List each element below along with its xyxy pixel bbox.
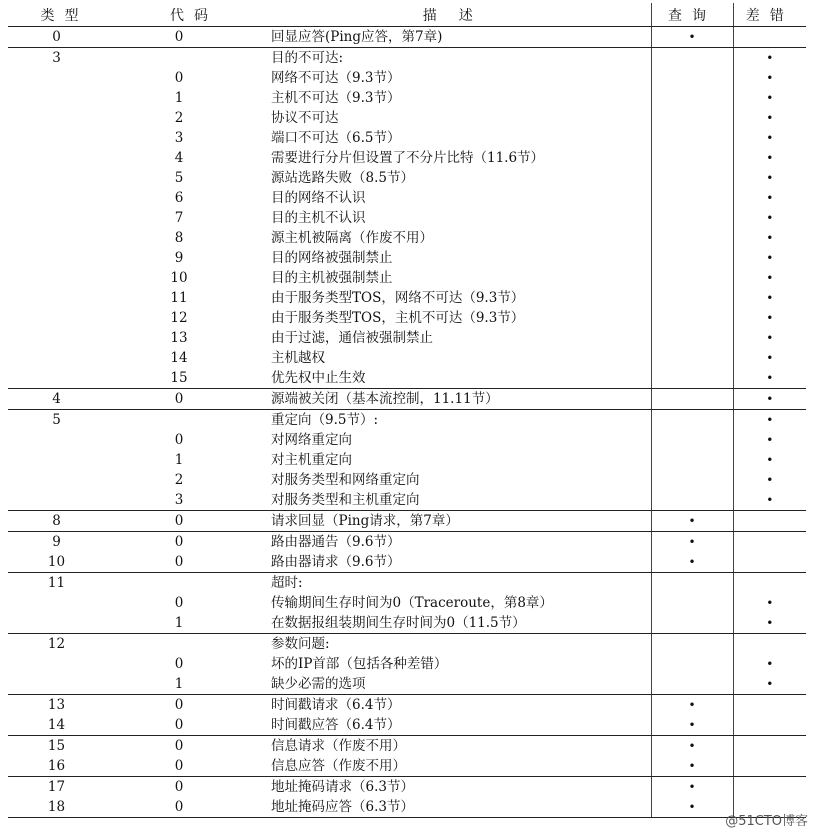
error-mark-cell: • bbox=[733, 208, 806, 228]
query-mark-cell bbox=[651, 430, 733, 450]
query-mark-cell bbox=[651, 308, 733, 328]
error-mark-cell: • bbox=[733, 654, 806, 674]
table-row bbox=[8, 654, 806, 674]
query-mark-cell bbox=[651, 68, 733, 88]
code-cell: 0 bbox=[174, 595, 184, 611]
query-mark-cell bbox=[651, 490, 733, 511]
description-cell: 信息应答（作废不用） bbox=[267, 756, 651, 777]
query-mark-cell: • bbox=[651, 736, 733, 757]
code-cell: 10 bbox=[170, 270, 188, 286]
error-mark-cell: • bbox=[733, 148, 806, 168]
query-mark-cell bbox=[651, 228, 733, 248]
description-cell: 路由器请求（9.6节） bbox=[267, 552, 651, 573]
type-cell bbox=[8, 148, 121, 168]
table-row bbox=[8, 470, 806, 490]
type-cell bbox=[8, 490, 121, 511]
table-row bbox=[8, 450, 806, 470]
code-cell bbox=[121, 48, 267, 69]
description-cell: 参数问题: bbox=[267, 634, 651, 655]
description-cell: 协议不可达 bbox=[271, 110, 339, 126]
query-mark-cell bbox=[651, 48, 733, 69]
query-mark-cell bbox=[651, 674, 733, 695]
error-mark-cell bbox=[733, 552, 806, 573]
error-mark-cell: • bbox=[733, 470, 806, 490]
query-mark-cell bbox=[651, 450, 733, 470]
description-cell: 主机不可达（9.3节） bbox=[271, 90, 401, 106]
error-mark-cell: • bbox=[733, 248, 806, 268]
code-cell: 6 bbox=[174, 190, 184, 206]
error-mark-cell: • bbox=[733, 268, 806, 288]
description-cell: 缺少必需的选项 bbox=[267, 674, 651, 695]
code-cell: 1 bbox=[174, 452, 184, 468]
code-cell: 4 bbox=[174, 150, 184, 166]
code-cell: 0 bbox=[121, 532, 267, 553]
code-cell: 5 bbox=[174, 170, 184, 186]
error-mark-cell bbox=[733, 511, 806, 532]
code-cell: 0 bbox=[121, 715, 267, 736]
header-query: 查询 bbox=[651, 3, 733, 27]
query-mark-cell: • bbox=[651, 27, 733, 48]
code-cell: 1 bbox=[121, 613, 267, 634]
error-mark-cell: • bbox=[733, 308, 806, 328]
query-mark-cell bbox=[651, 188, 733, 208]
table-row bbox=[8, 695, 806, 716]
table-row bbox=[8, 389, 806, 410]
query-mark-cell bbox=[651, 368, 733, 389]
header-description: 描述 bbox=[267, 3, 651, 27]
type-cell bbox=[8, 328, 121, 348]
query-mark-cell bbox=[651, 208, 733, 228]
error-mark-cell: • bbox=[733, 68, 806, 88]
query-mark-cell bbox=[651, 470, 733, 490]
error-mark-cell: • bbox=[733, 168, 806, 188]
description-cell: 目的主机被强制禁止 bbox=[271, 270, 393, 286]
description-cell: 坏的IP首部（包括各种差错） bbox=[271, 656, 448, 672]
table-row bbox=[8, 128, 806, 148]
query-mark-cell bbox=[651, 348, 733, 368]
code-cell: 0 bbox=[121, 797, 267, 818]
type-cell bbox=[8, 308, 121, 328]
type-cell bbox=[8, 288, 121, 308]
type-cell bbox=[8, 674, 121, 695]
query-mark-cell bbox=[651, 108, 733, 128]
table-row bbox=[8, 268, 806, 288]
query-mark-cell bbox=[651, 613, 733, 634]
type-cell bbox=[8, 430, 121, 450]
table-row bbox=[8, 328, 806, 348]
query-mark-cell bbox=[651, 168, 733, 188]
query-mark-cell bbox=[651, 88, 733, 108]
query-mark-cell: • bbox=[651, 777, 733, 798]
code-cell: 0 bbox=[174, 70, 184, 86]
header-error: 差错 bbox=[733, 3, 806, 27]
error-mark-cell: • bbox=[733, 593, 806, 613]
error-mark-cell: • bbox=[733, 328, 806, 348]
code-cell bbox=[121, 573, 267, 594]
code-cell: 3 bbox=[121, 490, 267, 511]
table-row bbox=[8, 308, 806, 328]
table-row bbox=[8, 511, 806, 532]
code-cell: 13 bbox=[170, 330, 188, 346]
table-row bbox=[8, 756, 806, 777]
table-row bbox=[8, 288, 806, 308]
error-mark-cell: • bbox=[733, 288, 806, 308]
type-cell: 10 bbox=[8, 552, 121, 573]
description-cell: 重定向（9.5节）: bbox=[267, 410, 651, 431]
table-row bbox=[8, 593, 806, 613]
table-row bbox=[8, 208, 806, 228]
error-mark-cell: • bbox=[733, 430, 806, 450]
error-mark-cell: • bbox=[733, 450, 806, 470]
table-row bbox=[8, 148, 806, 168]
table-row bbox=[8, 674, 806, 695]
table-row bbox=[8, 634, 806, 655]
code-cell: 0 bbox=[174, 432, 184, 448]
type-cell bbox=[8, 368, 121, 389]
code-cell bbox=[121, 634, 267, 655]
code-cell bbox=[121, 410, 267, 431]
header-code: 代码 bbox=[121, 3, 267, 27]
query-mark-cell bbox=[651, 288, 733, 308]
type-cell: 15 bbox=[8, 736, 121, 757]
query-mark-cell: • bbox=[651, 552, 733, 573]
description-cell: 地址掩码应答（6.3节） bbox=[267, 797, 651, 818]
query-mark-cell bbox=[651, 593, 733, 613]
error-mark-cell: • bbox=[733, 410, 806, 431]
code-cell: 1 bbox=[174, 90, 184, 106]
description-cell: 路由器通告（9.6节） bbox=[267, 532, 651, 553]
description-cell: 由于服务类型TOS，网络不可达（9.3节） bbox=[271, 290, 525, 306]
description-cell: 端口不可达（6.5节） bbox=[271, 130, 401, 146]
type-cell: 5 bbox=[8, 410, 121, 431]
description-cell: 在数据报组装期间生存时间为0（11.5节） bbox=[267, 613, 651, 634]
description-cell: 主机越权 bbox=[271, 350, 325, 366]
description-cell: 网络不可达（9.3节） bbox=[271, 70, 401, 86]
query-mark-cell: • bbox=[651, 756, 733, 777]
code-cell: 0 bbox=[121, 27, 267, 48]
type-cell bbox=[8, 248, 121, 268]
code-cell: 2 bbox=[174, 472, 184, 488]
description-cell: 超时: bbox=[267, 573, 651, 594]
query-mark-cell bbox=[651, 128, 733, 148]
type-cell: 17 bbox=[8, 777, 121, 798]
type-cell: 12 bbox=[8, 634, 121, 655]
code-cell: 1 bbox=[121, 674, 267, 695]
description-cell: 目的网络被强制禁止 bbox=[271, 250, 393, 266]
type-cell bbox=[8, 654, 121, 674]
watermark: @51CTO博客 bbox=[725, 814, 808, 829]
error-mark-cell: • bbox=[733, 48, 806, 69]
query-mark-cell bbox=[651, 268, 733, 288]
query-mark-cell: • bbox=[651, 511, 733, 532]
description-cell: 目的网络不认识 bbox=[271, 190, 366, 206]
table-row bbox=[8, 228, 806, 248]
code-cell: 8 bbox=[174, 230, 184, 246]
type-cell bbox=[8, 268, 121, 288]
description-cell: 目的不可达: bbox=[267, 48, 651, 69]
query-mark-cell: • bbox=[651, 715, 733, 736]
header-type: 类型 bbox=[8, 3, 121, 27]
code-cell: 15 bbox=[121, 368, 267, 389]
error-mark-cell: • bbox=[733, 674, 806, 695]
table-row bbox=[8, 430, 806, 450]
code-cell: 0 bbox=[121, 552, 267, 573]
error-mark-cell bbox=[733, 715, 806, 736]
type-cell bbox=[8, 88, 121, 108]
description-cell: 传输期间生存时间为0（Traceroute，第8章） bbox=[271, 595, 553, 611]
type-cell: 13 bbox=[8, 695, 121, 716]
description-cell: 请求回显（Ping请求，第7章） bbox=[267, 511, 651, 532]
table-row bbox=[8, 410, 806, 431]
table-row bbox=[8, 88, 806, 108]
error-mark-cell bbox=[733, 27, 806, 48]
table-row bbox=[8, 797, 806, 818]
table-row bbox=[8, 490, 806, 511]
type-cell bbox=[8, 208, 121, 228]
query-mark-cell: • bbox=[651, 532, 733, 553]
type-cell: 16 bbox=[8, 756, 121, 777]
type-cell bbox=[8, 188, 121, 208]
query-mark-cell: • bbox=[651, 797, 733, 818]
error-mark-cell: • bbox=[733, 389, 806, 410]
icmp-message-type-table bbox=[8, 3, 806, 818]
table-row bbox=[8, 188, 806, 208]
code-cell: 9 bbox=[174, 250, 184, 266]
description-cell: 对服务类型和主机重定向 bbox=[267, 490, 651, 511]
description-cell: 地址掩码请求（6.3节） bbox=[267, 777, 651, 798]
type-cell: 14 bbox=[8, 715, 121, 736]
code-cell: 0 bbox=[174, 656, 184, 672]
table-row bbox=[8, 736, 806, 757]
error-mark-cell: • bbox=[733, 88, 806, 108]
type-cell bbox=[8, 128, 121, 148]
description-cell: 回显应答(Ping应答，第7章) bbox=[267, 27, 651, 48]
query-mark-cell bbox=[651, 573, 733, 594]
type-cell bbox=[8, 348, 121, 368]
code-cell: 2 bbox=[174, 110, 184, 126]
type-cell: 4 bbox=[8, 389, 121, 410]
type-cell bbox=[8, 593, 121, 613]
description-cell: 优先权中止生效 bbox=[267, 368, 651, 389]
description-cell: 时间戳请求（6.4节） bbox=[267, 695, 651, 716]
error-mark-cell bbox=[733, 573, 806, 594]
error-mark-cell: • bbox=[733, 348, 806, 368]
description-cell: 对网络重定向 bbox=[271, 432, 352, 448]
table-row bbox=[8, 48, 806, 69]
type-cell: 3 bbox=[8, 48, 121, 69]
description-cell: 源主机被隔离（作废不用） bbox=[271, 230, 433, 246]
description-cell: 目的主机不认识 bbox=[271, 210, 366, 226]
error-mark-cell: • bbox=[733, 613, 806, 634]
error-mark-cell: • bbox=[733, 128, 806, 148]
description-cell: 源端被关闭（基本流控制，11.11节） bbox=[267, 389, 651, 410]
type-cell bbox=[8, 450, 121, 470]
description-cell: 由于服务类型TOS，主机不可达（9.3节） bbox=[271, 310, 525, 326]
query-mark-cell bbox=[651, 634, 733, 655]
table-row bbox=[8, 573, 806, 594]
error-mark-cell bbox=[733, 756, 806, 777]
table-body bbox=[8, 27, 806, 818]
description-cell: 对主机重定向 bbox=[271, 452, 352, 468]
description-cell: 由于过滤，通信被强制禁止 bbox=[271, 330, 433, 346]
code-cell: 0 bbox=[121, 777, 267, 798]
code-cell: 3 bbox=[174, 130, 184, 146]
error-mark-cell bbox=[733, 695, 806, 716]
type-cell bbox=[8, 108, 121, 128]
type-cell bbox=[8, 168, 121, 188]
description-cell: 信息请求（作废不用） bbox=[267, 736, 651, 757]
table-header-row bbox=[8, 3, 806, 27]
query-mark-cell bbox=[651, 328, 733, 348]
code-cell: 0 bbox=[121, 389, 267, 410]
code-cell: 14 bbox=[170, 350, 188, 366]
code-cell: 7 bbox=[174, 210, 184, 226]
description-cell: 对服务类型和网络重定向 bbox=[271, 472, 420, 488]
type-cell: 18 bbox=[8, 797, 121, 818]
code-cell: 0 bbox=[121, 695, 267, 716]
type-cell bbox=[8, 613, 121, 634]
table-row bbox=[8, 552, 806, 573]
description-cell: 源站选路失败（8.5节） bbox=[271, 170, 414, 186]
table-row bbox=[8, 168, 806, 188]
description-cell: 需要进行分片但设置了不分片比特（11.6节） bbox=[271, 150, 545, 166]
type-cell: 11 bbox=[8, 573, 121, 594]
error-mark-cell bbox=[733, 634, 806, 655]
table-row bbox=[8, 68, 806, 88]
table-row bbox=[8, 715, 806, 736]
error-mark-cell: • bbox=[733, 228, 806, 248]
table-row bbox=[8, 348, 806, 368]
query-mark-cell bbox=[651, 410, 733, 431]
table-row bbox=[8, 27, 806, 48]
code-cell: 0 bbox=[121, 736, 267, 757]
query-mark-cell bbox=[651, 248, 733, 268]
query-mark-cell bbox=[651, 148, 733, 168]
type-cell: 8 bbox=[8, 511, 121, 532]
code-cell: 0 bbox=[121, 511, 267, 532]
error-mark-cell bbox=[733, 777, 806, 798]
code-cell: 11 bbox=[170, 290, 188, 306]
type-cell bbox=[8, 68, 121, 88]
table-row bbox=[8, 613, 806, 634]
type-cell bbox=[8, 470, 121, 490]
table-row bbox=[8, 777, 806, 798]
table-row bbox=[8, 108, 806, 128]
query-mark-cell: • bbox=[651, 695, 733, 716]
error-mark-cell: • bbox=[733, 108, 806, 128]
error-mark-cell bbox=[733, 532, 806, 553]
table-row bbox=[8, 368, 806, 389]
query-mark-cell bbox=[651, 654, 733, 674]
description-cell: 时间戳应答（6.4节） bbox=[267, 715, 651, 736]
code-cell: 12 bbox=[170, 310, 188, 326]
code-cell: 0 bbox=[121, 756, 267, 777]
query-mark-cell bbox=[651, 389, 733, 410]
type-cell: 9 bbox=[8, 532, 121, 553]
error-mark-cell bbox=[733, 736, 806, 757]
table-row bbox=[8, 532, 806, 553]
type-cell: 0 bbox=[8, 27, 121, 48]
table-row bbox=[8, 248, 806, 268]
type-cell bbox=[8, 228, 121, 248]
error-mark-cell: • bbox=[733, 490, 806, 511]
error-mark-cell: • bbox=[733, 368, 806, 389]
error-mark-cell: • bbox=[733, 188, 806, 208]
